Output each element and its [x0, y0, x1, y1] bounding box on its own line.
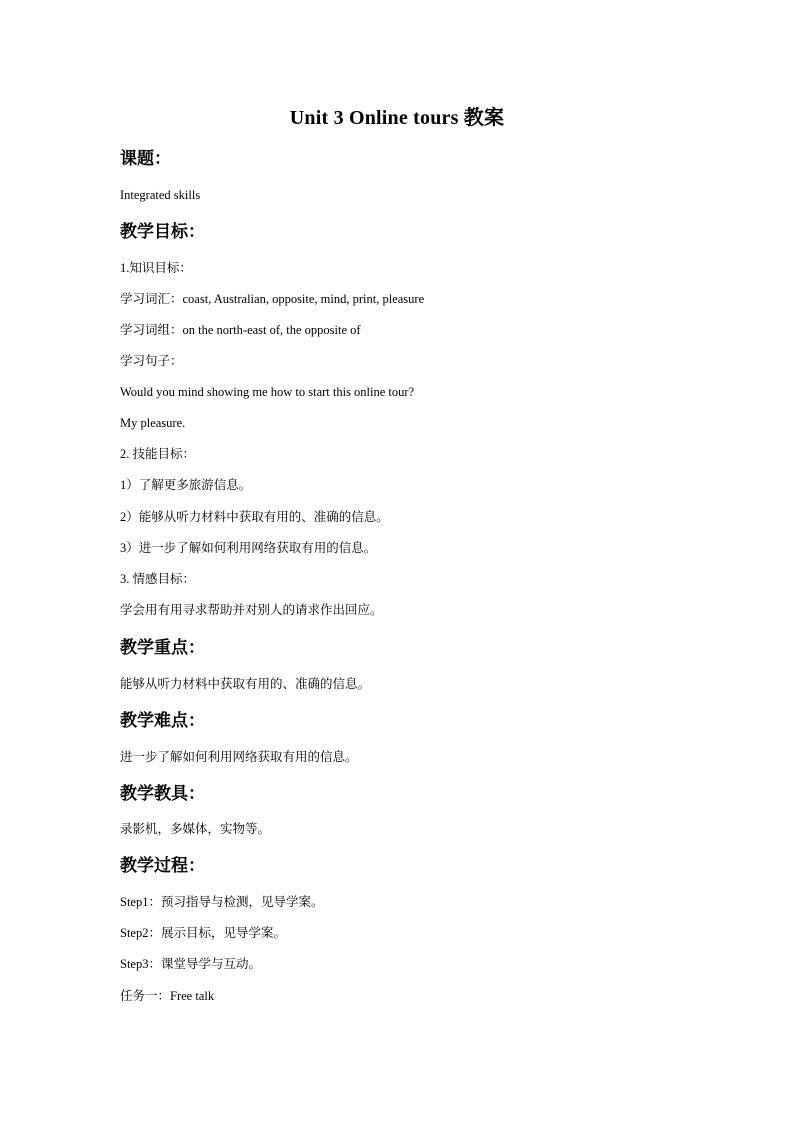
skill-item-two: 2）能够从听力材料中获取有用的、准确的信息。: [120, 510, 389, 524]
skill-item-three: 3）进一步了解如何利用网络获取有用的信息。: [120, 541, 377, 555]
sentence-two: My pleasure.: [120, 416, 186, 430]
topic-heading: 课题：: [120, 149, 171, 169]
key-points-heading: 教学重点：: [120, 638, 205, 658]
process-task-one: 任务一：Free talk: [120, 989, 215, 1003]
vocabulary-line: 学习词汇：coast, Australian, opposite, mind, print, pleasure: [120, 292, 425, 306]
difficulties-heading: 教学难点：: [120, 711, 205, 731]
tools-text: 录影机，多媒体，实物等。: [120, 822, 271, 836]
tools-heading: 教学教具：: [120, 784, 205, 804]
emotion-objective-text: 学会用有用寻求帮助并对别人的请求作出回应。: [120, 603, 383, 617]
key-points-text: 能够从听力材料中获取有用的、准确的信息。: [120, 677, 371, 691]
objectives-heading: 教学目标：: [120, 222, 205, 242]
process-step-three: Step3：课堂导学与互动。: [120, 957, 261, 971]
emotion-objective-label: 3. 情感目标：: [120, 572, 196, 586]
document-title: Unit 3 Online tours 教案: [289, 107, 505, 129]
skills-objective-label: 2. 技能目标：: [120, 447, 196, 461]
knowledge-objective-label: 1.知识目标：: [120, 261, 192, 275]
topic-text: Integrated skills: [120, 188, 201, 202]
difficulties-text: 进一步了解如何利用网络获取有用的信息。: [120, 750, 358, 764]
skill-item-one: 1）了解更多旅游信息。: [120, 478, 252, 492]
process-step-two: Step2：展示目标，见导学案。: [120, 926, 286, 940]
sentence-one: Would you mind showing me how to start this online tour?: [120, 385, 415, 399]
process-heading: 教学过程：: [120, 856, 205, 876]
process-step-one: Step1：预习指导与检测，见导学案。: [120, 895, 324, 909]
phrases-line: 学习词组：on the north-east of, the opposite of: [120, 323, 361, 337]
sentences-label: 学习句子：: [120, 354, 183, 368]
